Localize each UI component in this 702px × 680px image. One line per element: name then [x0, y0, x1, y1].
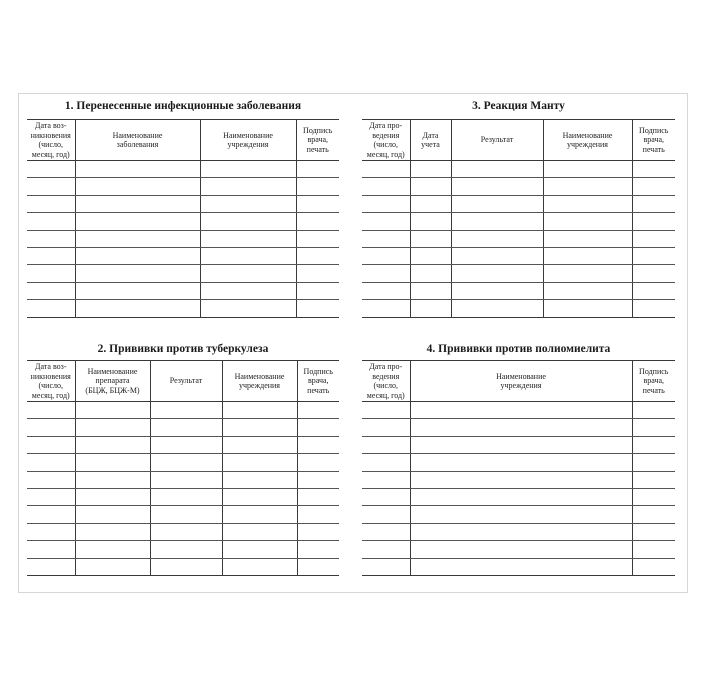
- entry-cell[interactable]: [222, 558, 297, 575]
- entry-cell[interactable]: [410, 402, 632, 419]
- entry-cell[interactable]: [410, 523, 632, 540]
- entry-cell[interactable]: [200, 178, 296, 195]
- table-row: [27, 471, 339, 488]
- entry-cell[interactable]: [410, 471, 632, 488]
- table-row: [27, 247, 339, 264]
- entry-cell[interactable]: [362, 488, 410, 505]
- entry-cell[interactable]: [296, 230, 339, 247]
- entry-cell[interactable]: [410, 488, 632, 505]
- entry-cell[interactable]: [362, 558, 410, 575]
- entry-cell[interactable]: [451, 300, 543, 317]
- table-row: [27, 541, 339, 558]
- table-tuberculosis-vaccinations: [27, 360, 339, 576]
- entry-cell[interactable]: [362, 506, 410, 523]
- entry-cell[interactable]: [410, 454, 632, 471]
- entry-cell[interactable]: [222, 523, 297, 540]
- entry-cell[interactable]: [27, 402, 75, 419]
- entry-cell[interactable]: [451, 213, 543, 230]
- entry-cell[interactable]: [75, 506, 150, 523]
- entry-cell[interactable]: [543, 230, 632, 247]
- entry-cell[interactable]: [150, 419, 222, 436]
- column-header: Дата про- ведения (число, месяц, год): [362, 120, 410, 161]
- column-header: Дата воз- никновения (число, месяц, год): [27, 120, 75, 161]
- entry-cell[interactable]: [27, 454, 75, 471]
- table-polio-vaccinations: [362, 360, 675, 576]
- section-title: 2. Прививки против туберкулеза: [97, 343, 269, 355]
- entry-cell[interactable]: [632, 213, 675, 230]
- column-header: Подпись врача, печать: [632, 120, 675, 161]
- entry-cell[interactable]: [150, 471, 222, 488]
- column-header: Наименование препарата (БЦЖ, БЦЖ-М): [75, 361, 150, 402]
- table-row: [362, 419, 675, 436]
- entry-cell[interactable]: [150, 436, 222, 453]
- entry-cell[interactable]: [632, 161, 675, 178]
- entry-cell[interactable]: [222, 488, 297, 505]
- column-header: Подпись врача, печать: [632, 361, 675, 402]
- entry-cell[interactable]: [200, 265, 296, 282]
- entry-cell[interactable]: [543, 195, 632, 212]
- entry-cell[interactable]: [410, 230, 451, 247]
- table-row: [362, 230, 675, 247]
- entry-cell[interactable]: [27, 178, 75, 195]
- column-header: Подпись врача, печать: [296, 120, 339, 161]
- entry-cell[interactable]: [362, 454, 410, 471]
- entry-cell[interactable]: [27, 282, 75, 299]
- entry-cell[interactable]: [632, 471, 675, 488]
- table-infectious-diseases: [27, 119, 339, 318]
- entry-cell[interactable]: [222, 436, 297, 453]
- entry-cell[interactable]: [451, 178, 543, 195]
- entry-cell[interactable]: [200, 300, 296, 317]
- column-header: Дата про- ведения (число, месяц, год): [362, 361, 410, 402]
- entry-cell[interactable]: [410, 419, 632, 436]
- entry-cell[interactable]: [75, 471, 150, 488]
- entry-cell[interactable]: [222, 402, 297, 419]
- entry-cell[interactable]: [75, 300, 200, 317]
- entry-cell[interactable]: [362, 230, 410, 247]
- table-row: [27, 213, 339, 230]
- table-row: [362, 541, 675, 558]
- entry-cell[interactable]: [410, 558, 632, 575]
- entry-cell[interactable]: [632, 178, 675, 195]
- entry-cell[interactable]: [297, 541, 339, 558]
- table-row: [362, 436, 675, 453]
- entry-cell[interactable]: [27, 230, 75, 247]
- entry-cell[interactable]: [410, 541, 632, 558]
- entry-cell[interactable]: [27, 161, 75, 178]
- table-row: [362, 213, 675, 230]
- entry-cell[interactable]: [632, 436, 675, 453]
- entry-cell[interactable]: [362, 178, 410, 195]
- entry-cell[interactable]: [362, 213, 410, 230]
- entry-cell[interactable]: [543, 213, 632, 230]
- table-row: [362, 471, 675, 488]
- entry-cell[interactable]: [297, 436, 339, 453]
- table-row: [362, 454, 675, 471]
- table-row: [27, 230, 339, 247]
- table-row: [362, 265, 675, 282]
- section-1: [27, 99, 339, 113]
- entry-cell[interactable]: [543, 161, 632, 178]
- table-row: [27, 506, 339, 523]
- column-header: Результат: [150, 361, 222, 402]
- entry-cell[interactable]: [410, 506, 632, 523]
- entry-cell[interactable]: [362, 247, 410, 264]
- entry-cell[interactable]: [75, 419, 150, 436]
- entry-cell[interactable]: [75, 247, 200, 264]
- section-title: 3. Реакция Манту: [472, 100, 565, 112]
- table-row: [362, 558, 675, 575]
- entry-cell[interactable]: [543, 178, 632, 195]
- entry-cell[interactable]: [222, 419, 297, 436]
- entry-cell[interactable]: [410, 178, 451, 195]
- entry-cell[interactable]: [543, 265, 632, 282]
- table-row: [27, 436, 339, 453]
- entry-cell[interactable]: [410, 161, 451, 178]
- entry-cell[interactable]: [75, 436, 150, 453]
- column-header: Наименование учреждения: [222, 361, 297, 402]
- table-row: [362, 247, 675, 264]
- entry-cell[interactable]: [27, 523, 75, 540]
- entry-cell[interactable]: [410, 195, 451, 212]
- entry-cell[interactable]: [27, 247, 75, 264]
- entry-cell[interactable]: [200, 195, 296, 212]
- section-3: [27, 342, 339, 356]
- entry-cell[interactable]: [451, 265, 543, 282]
- column-header: Дата воз- никновения (число, месяц, год): [27, 361, 75, 402]
- entry-cell[interactable]: [75, 523, 150, 540]
- entry-cell[interactable]: [150, 558, 222, 575]
- entry-cell[interactable]: [410, 282, 451, 299]
- entry-cell[interactable]: [410, 247, 451, 264]
- table-row: [27, 161, 339, 178]
- entry-cell[interactable]: [75, 541, 150, 558]
- entry-cell[interactable]: [75, 265, 200, 282]
- entry-cell[interactable]: [296, 213, 339, 230]
- entry-cell[interactable]: [297, 419, 339, 436]
- entry-cell[interactable]: [362, 541, 410, 558]
- table-row: [27, 300, 339, 317]
- entry-cell[interactable]: [75, 558, 150, 575]
- entry-cell[interactable]: [410, 436, 632, 453]
- entry-cell[interactable]: [27, 419, 75, 436]
- entry-cell[interactable]: [27, 558, 75, 575]
- entry-cell[interactable]: [75, 282, 200, 299]
- entry-cell[interactable]: [200, 230, 296, 247]
- entry-cell[interactable]: [200, 213, 296, 230]
- table-row: [362, 161, 675, 178]
- entry-cell[interactable]: [632, 523, 675, 540]
- entry-cell[interactable]: [75, 178, 200, 195]
- entry-cell[interactable]: [150, 488, 222, 505]
- column-header: Наименование учреждения: [410, 361, 632, 402]
- table-row: [27, 178, 339, 195]
- section-4: [362, 342, 675, 356]
- table-mantoux-reaction: [362, 119, 675, 318]
- entry-cell[interactable]: [297, 523, 339, 540]
- entry-cell[interactable]: [362, 471, 410, 488]
- entry-cell[interactable]: [410, 265, 451, 282]
- entry-cell[interactable]: [296, 161, 339, 178]
- table-row: [362, 523, 675, 540]
- table-row: [362, 488, 675, 505]
- entry-cell[interactable]: [27, 265, 75, 282]
- entry-cell[interactable]: [75, 230, 200, 247]
- entry-cell[interactable]: [632, 282, 675, 299]
- table-row: [27, 558, 339, 575]
- entry-cell[interactable]: [150, 541, 222, 558]
- column-header: Подпись врача, печать: [297, 361, 339, 402]
- entry-cell[interactable]: [410, 300, 451, 317]
- entry-cell[interactable]: [222, 454, 297, 471]
- entry-cell[interactable]: [362, 195, 410, 212]
- entry-cell[interactable]: [451, 230, 543, 247]
- column-header: Наименование заболевания: [75, 120, 200, 161]
- entry-cell[interactable]: [362, 419, 410, 436]
- entry-cell[interactable]: [543, 247, 632, 264]
- entry-cell[interactable]: [27, 195, 75, 212]
- table-row: [27, 265, 339, 282]
- column-header: Дата учета: [410, 120, 451, 161]
- entry-cell[interactable]: [150, 454, 222, 471]
- table-row: [362, 282, 675, 299]
- entry-cell[interactable]: [632, 300, 675, 317]
- entry-cell[interactable]: [75, 213, 200, 230]
- table-row: [27, 523, 339, 540]
- table-row: [362, 506, 675, 523]
- entry-cell[interactable]: [222, 471, 297, 488]
- section-title: 4. Прививки против полиомиелита: [426, 343, 611, 355]
- entry-cell[interactable]: [75, 402, 150, 419]
- table-row: [362, 402, 675, 419]
- entry-cell[interactable]: [362, 300, 410, 317]
- table-row: [27, 488, 339, 505]
- entry-cell[interactable]: [362, 523, 410, 540]
- entry-cell[interactable]: [150, 402, 222, 419]
- entry-cell[interactable]: [200, 161, 296, 178]
- column-header: Наименование учреждения: [200, 120, 296, 161]
- entry-cell[interactable]: [27, 300, 75, 317]
- entry-cell[interactable]: [632, 419, 675, 436]
- entry-cell[interactable]: [297, 402, 339, 419]
- table-row: [27, 195, 339, 212]
- entry-cell[interactable]: [200, 282, 296, 299]
- entry-cell[interactable]: [410, 213, 451, 230]
- entry-cell[interactable]: [632, 454, 675, 471]
- entry-cell[interactable]: [632, 265, 675, 282]
- table-row: [27, 419, 339, 436]
- entry-cell[interactable]: [632, 402, 675, 419]
- entry-cell[interactable]: [632, 230, 675, 247]
- entry-cell[interactable]: [297, 488, 339, 505]
- entry-cell[interactable]: [451, 161, 543, 178]
- entry-cell[interactable]: [632, 541, 675, 558]
- entry-cell[interactable]: [150, 506, 222, 523]
- entry-cell[interactable]: [75, 454, 150, 471]
- table-row: [362, 178, 675, 195]
- table-row: [27, 454, 339, 471]
- entry-cell[interactable]: [27, 488, 75, 505]
- column-header: Наименование учреждения: [543, 120, 632, 161]
- entry-cell[interactable]: [632, 488, 675, 505]
- entry-cell[interactable]: [297, 471, 339, 488]
- entry-cell[interactable]: [362, 282, 410, 299]
- entry-cell[interactable]: [543, 282, 632, 299]
- entry-cell[interactable]: [75, 195, 200, 212]
- entry-cell[interactable]: [296, 265, 339, 282]
- entry-cell[interactable]: [362, 402, 410, 419]
- entry-cell[interactable]: [150, 523, 222, 540]
- column-header: Результат: [451, 120, 543, 161]
- entry-cell[interactable]: [632, 247, 675, 264]
- entry-cell[interactable]: [296, 178, 339, 195]
- entry-cell[interactable]: [632, 195, 675, 212]
- entry-cell[interactable]: [27, 436, 75, 453]
- entry-cell[interactable]: [297, 454, 339, 471]
- entry-cell[interactable]: [222, 541, 297, 558]
- entry-cell[interactable]: [296, 300, 339, 317]
- table-row: [362, 195, 675, 212]
- entry-cell[interactable]: [451, 195, 543, 212]
- entry-cell[interactable]: [296, 282, 339, 299]
- entry-cell[interactable]: [632, 506, 675, 523]
- entry-cell[interactable]: [27, 506, 75, 523]
- entry-cell[interactable]: [451, 247, 543, 264]
- section-title: 1. Перенесенные инфекционные заболевания: [64, 100, 302, 112]
- entry-cell[interactable]: [362, 436, 410, 453]
- entry-cell[interactable]: [632, 558, 675, 575]
- table-row: [362, 300, 675, 317]
- entry-cell[interactable]: [297, 506, 339, 523]
- entry-cell[interactable]: [27, 471, 75, 488]
- entry-cell[interactable]: [27, 541, 75, 558]
- entry-cell[interactable]: [27, 213, 75, 230]
- table-row: [27, 282, 339, 299]
- entry-cell[interactable]: [297, 558, 339, 575]
- section-2: [362, 99, 675, 113]
- entry-cell[interactable]: [200, 247, 296, 264]
- table-row: [27, 402, 339, 419]
- entry-cell[interactable]: [222, 506, 297, 523]
- entry-cell[interactable]: [296, 247, 339, 264]
- entry-cell[interactable]: [362, 265, 410, 282]
- entry-cell[interactable]: [75, 488, 150, 505]
- entry-cell[interactable]: [543, 300, 632, 317]
- entry-cell[interactable]: [296, 195, 339, 212]
- entry-cell[interactable]: [451, 282, 543, 299]
- entry-cell[interactable]: [75, 161, 200, 178]
- entry-cell[interactable]: [362, 161, 410, 178]
